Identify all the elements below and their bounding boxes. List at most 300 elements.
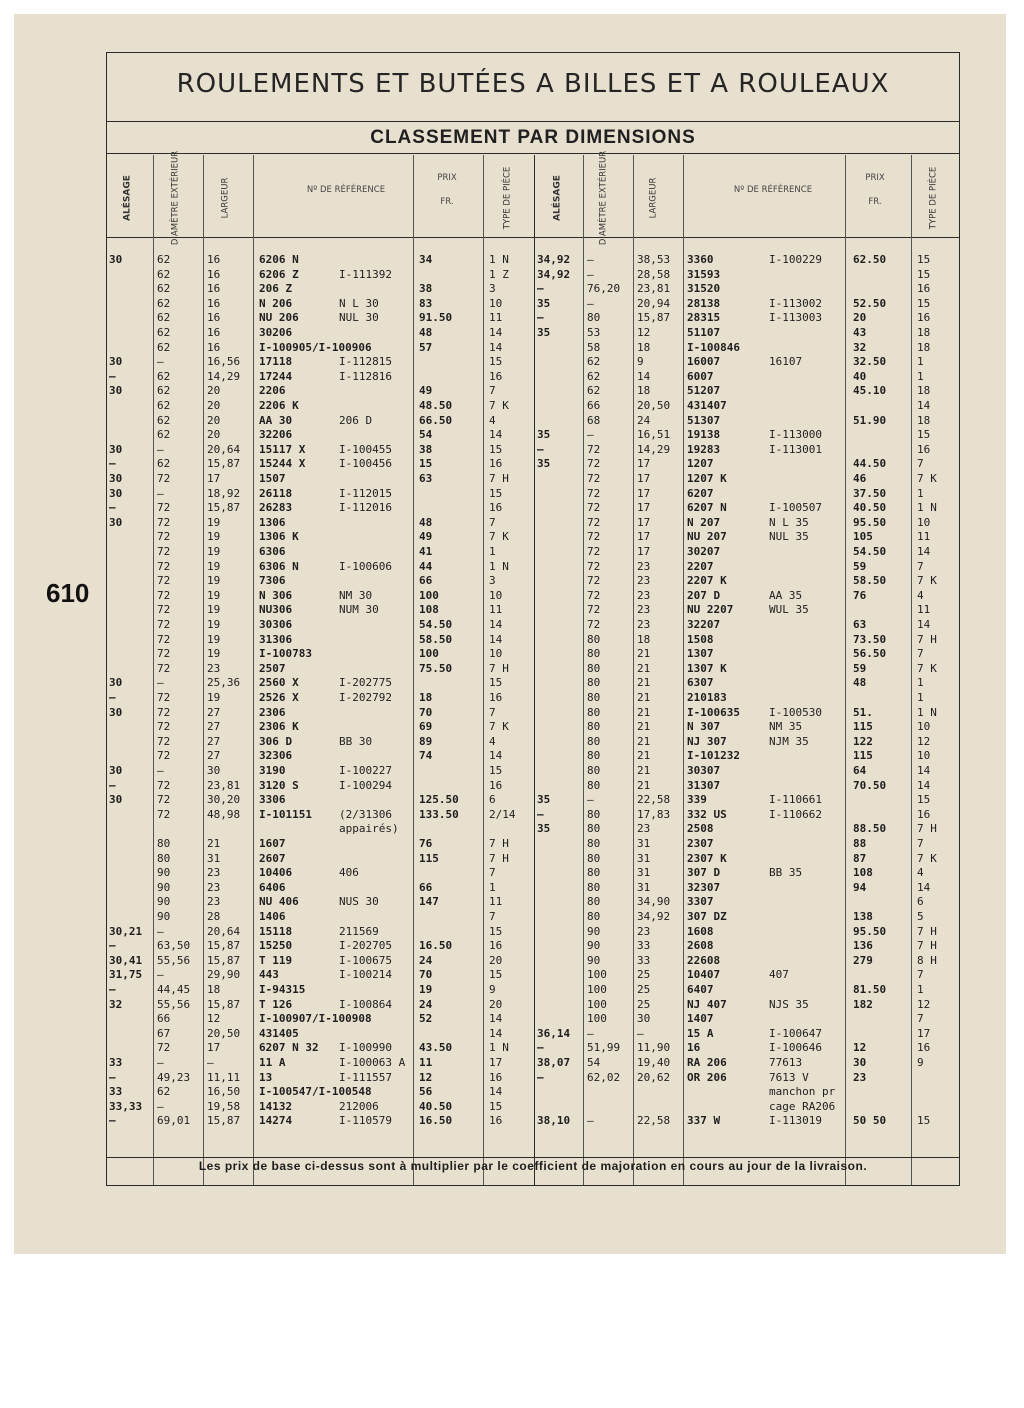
cell-alesage: 33,33: [109, 1099, 143, 1113]
cell-diametre: 55,56: [157, 953, 191, 967]
cell-ref: 31307: [687, 778, 721, 792]
cell-ref: 3307: [687, 895, 714, 909]
cell-type: 10: [489, 588, 503, 602]
header-divider: [107, 237, 959, 238]
cell-largeur: 34,90: [637, 895, 671, 909]
table-row-right: [107, 881, 959, 895]
cell-largeur: 27: [207, 734, 221, 748]
cell-ref2: WUL 35: [769, 603, 809, 617]
cell-type: 7: [489, 384, 496, 398]
footer-divider: [107, 1157, 959, 1158]
cell-largeur: 23: [637, 574, 651, 588]
cell-largeur: 19,40: [637, 1056, 671, 1069]
cell-ref: 6207 N 32: [259, 1041, 319, 1055]
cell-ref: 2607: [259, 851, 286, 865]
cell-largeur: 18: [637, 384, 651, 398]
section-subtitle: CLASSEMENT PAR DIMENSIONS: [370, 127, 696, 148]
cell-ref: 431407: [687, 399, 727, 412]
header-prix-left: PRIX: [437, 173, 457, 183]
cell-ref: 2526 X: [259, 691, 299, 704]
table-row-right: [107, 793, 959, 807]
cell-largeur: 23: [207, 880, 221, 894]
cell-prix: 56: [419, 1085, 433, 1099]
cell-diametre: 90: [587, 953, 601, 967]
cell-ref: 6307: [687, 676, 714, 690]
cell-ref2: I-111557: [339, 1070, 392, 1084]
cell-alesage: —: [537, 807, 544, 821]
cell-alesage: 30: [109, 384, 123, 398]
cell-largeur: 16: [207, 253, 221, 266]
cell-ref: NU 2207: [687, 603, 734, 617]
cell-prix: 49: [419, 384, 433, 398]
cell-diametre: 62: [157, 413, 171, 427]
cell-ref2: I-112815: [339, 355, 392, 369]
table-row-right: [107, 1012, 959, 1026]
cell-diametre: 62: [157, 282, 171, 296]
cell-diametre: 80: [587, 837, 601, 850]
cell-diametre: 72: [587, 574, 601, 588]
cell-prix: 45.10: [853, 384, 887, 398]
cell-diametre: 55,56: [157, 997, 191, 1011]
cell-ref: 14132: [259, 1099, 293, 1113]
cell-largeur: —: [207, 1056, 214, 1069]
cell-largeur: 16: [207, 296, 221, 310]
cell-ref: 307 DZ: [687, 910, 727, 923]
cell-diametre: 80: [587, 866, 601, 880]
cell-largeur: 19: [207, 574, 221, 588]
cell-prix: 100: [419, 647, 439, 661]
cell-diametre: 72: [587, 545, 601, 558]
cell-type: 14: [917, 778, 931, 792]
cell-largeur: 11,11: [207, 1070, 241, 1084]
cell-prix: 52: [419, 1012, 433, 1026]
table-row-right: [107, 253, 959, 267]
cell-largeur: 21: [637, 778, 651, 792]
cell-diametre: 67: [157, 1026, 171, 1040]
subtitle-divider: [107, 153, 959, 154]
cell-prix: 32: [853, 340, 867, 354]
cell-ref: 15244 X: [259, 457, 306, 471]
cell-diametre: 80: [587, 880, 601, 894]
cell-diametre: 62: [157, 267, 171, 281]
cell-ref: 2306 K: [259, 720, 299, 734]
cell-diametre: 72: [587, 442, 601, 456]
cell-prix: 81.50: [853, 983, 887, 996]
cell-ref: 31306: [259, 632, 293, 646]
table-row-right: [107, 603, 959, 617]
cell-largeur: 23,81: [637, 282, 671, 296]
table-row-right: [107, 487, 959, 501]
cell-ref2: BB 35: [769, 866, 803, 880]
cell-ref2: I-100294: [339, 778, 392, 792]
cell-largeur: 23: [637, 603, 651, 617]
cell-ref: 2306: [259, 705, 286, 719]
cell-prix: 115: [853, 749, 873, 763]
cell-ref: 31593: [687, 267, 721, 281]
cell-prix: 76: [419, 837, 433, 850]
cell-largeur: —: [637, 1026, 644, 1040]
cell-prix: 63: [419, 472, 433, 485]
cell-prix: 115: [419, 851, 439, 865]
cell-ref: I-100907/I-100908: [259, 1012, 372, 1026]
cell-diametre: 90: [587, 939, 601, 953]
cell-largeur: 19: [207, 691, 221, 704]
cell-diametre: 62: [157, 253, 171, 266]
cell-type: 8 H: [917, 953, 937, 967]
cell-alesage: —: [537, 311, 544, 325]
table-row-right: [107, 895, 959, 909]
cell-alesage: 35: [537, 296, 551, 310]
cell-ref: 1307 K: [687, 661, 727, 675]
cell-type: 1: [917, 676, 924, 690]
cell-ref: AA 30: [259, 413, 293, 427]
cell-type: 16: [489, 1070, 503, 1084]
table-row-right: [107, 1071, 959, 1085]
cell-ref: OR 206: [687, 1070, 727, 1084]
cell-ref: 3120 S: [259, 778, 299, 792]
cell-alesage: —: [537, 442, 544, 456]
header-alesage-right: ALÉSAGE: [552, 175, 563, 221]
cell-prix: 54: [419, 428, 433, 442]
cell-type: 14: [489, 1085, 503, 1099]
cell-ref: 51107: [687, 326, 721, 339]
cell-alesage: 30: [109, 793, 123, 807]
cell-type: 16: [489, 457, 503, 471]
cell-prix: 23: [853, 1070, 867, 1084]
cell-largeur: 28,58: [637, 267, 671, 281]
cell-diametre: 62: [157, 399, 171, 412]
cell-type: 1 N: [917, 705, 937, 719]
cell-largeur: 21: [637, 734, 651, 748]
cell-type: 15: [489, 764, 503, 777]
cell-prix: 43: [853, 326, 867, 339]
cell-largeur: 17: [637, 530, 651, 544]
cell-diametre: 76,20: [587, 282, 621, 296]
cell-largeur: 23: [637, 924, 651, 938]
cell-diametre: 90: [157, 880, 171, 894]
cell-ref2: I-112015: [339, 486, 392, 500]
cell-ref2: I-100675: [339, 953, 392, 967]
cell-type: 16: [489, 369, 503, 383]
cell-ref2: NUL 35: [769, 530, 809, 544]
table-row-right: [107, 837, 959, 851]
cell-prix: 15: [419, 457, 433, 471]
cell-ref2: N L 35: [769, 515, 809, 529]
table-row-right: [107, 1027, 959, 1041]
cell-ref2: appairés): [339, 822, 399, 836]
cell-largeur: 18: [637, 632, 651, 646]
cell-diametre: 62: [157, 326, 171, 339]
cell-largeur: 38,53: [637, 253, 671, 266]
table-row-right: [107, 676, 959, 690]
cell-ref: T 126: [259, 997, 293, 1011]
cell-type: 15: [917, 793, 931, 807]
cell-diametre: —: [587, 296, 594, 310]
cell-diametre: 80: [587, 647, 601, 661]
cell-diametre: 90: [157, 895, 171, 909]
cell-diametre: 62: [157, 428, 171, 442]
cell-prix: 40.50: [853, 501, 887, 515]
cell-diametre: 80: [587, 705, 601, 719]
cell-diametre: 72: [157, 574, 171, 588]
cell-largeur: 23: [207, 866, 221, 880]
cell-ref: 6406: [259, 880, 286, 894]
cell-ref: 2560 X: [259, 676, 299, 690]
cell-ref: 1207: [687, 457, 714, 471]
cell-diametre: 80: [157, 837, 171, 850]
cell-ref: 337 W: [687, 1114, 721, 1128]
cell-ref: 2508: [687, 822, 714, 836]
cell-ref: 1207 K: [687, 472, 727, 485]
cell-diametre: 80: [587, 778, 601, 792]
table-row-right: [107, 662, 959, 676]
cell-diametre: 62: [587, 369, 601, 383]
cell-alesage: 35: [537, 428, 551, 442]
table-row-right: [107, 1056, 959, 1070]
cell-largeur: 19: [207, 618, 221, 631]
cell-ref: 26283: [259, 501, 293, 515]
cell-largeur: 21: [637, 676, 651, 690]
table-row-right: [107, 501, 959, 515]
cell-ref: 2608: [687, 939, 714, 953]
cell-prix: 58.50: [419, 632, 453, 646]
cell-prix: 24: [419, 997, 433, 1011]
cell-largeur: 19: [207, 559, 221, 573]
cell-type: 9: [917, 1056, 924, 1069]
cell-type: 15: [489, 355, 503, 369]
cell-prix: 87: [853, 851, 867, 865]
cell-diametre: 72: [157, 793, 171, 807]
cell-ref: 6407: [687, 983, 714, 996]
cell-ref: 2507: [259, 661, 286, 675]
cell-type: 11: [489, 603, 503, 617]
cell-ref: NU 207: [687, 530, 727, 544]
cell-type: 16: [489, 1114, 503, 1128]
cell-type: 3: [489, 574, 496, 588]
cell-largeur: 28: [207, 910, 221, 923]
cell-ref: 1607: [259, 837, 286, 850]
cell-prix: 41: [419, 545, 433, 558]
cell-type: 15: [917, 253, 931, 266]
cell-alesage: 36,14: [537, 1026, 571, 1040]
cell-type: 7 K: [917, 851, 937, 865]
cell-alesage: 30,21: [109, 924, 143, 938]
cell-prix: 40.50: [419, 1099, 453, 1113]
cell-diametre: 100: [587, 983, 607, 996]
cell-diametre: —: [587, 1114, 594, 1128]
header-largeur-right: LARGEUR: [648, 177, 659, 219]
cell-largeur: 17: [637, 457, 651, 471]
cell-diametre: 90: [587, 924, 601, 938]
cell-ref2: I-100456: [339, 457, 392, 471]
cell-largeur: 16,51: [637, 428, 671, 442]
cell-largeur: 16: [207, 340, 221, 354]
table-row-right: [107, 968, 959, 982]
cell-ref2: I-100606: [339, 559, 392, 573]
cell-diametre: 72: [587, 501, 601, 515]
catalog-table-frame: [106, 52, 960, 1186]
cell-type: 12: [917, 997, 931, 1011]
cell-alesage: 34,92: [537, 253, 571, 266]
cell-largeur: 27: [207, 705, 221, 719]
cell-ref: 6306: [259, 545, 286, 558]
cell-ref: 443: [259, 968, 279, 982]
cell-diametre: 72: [157, 647, 171, 661]
cell-prix: 100: [419, 588, 439, 602]
cell-ref2: I-110579: [339, 1114, 392, 1128]
cell-diametre: 66: [587, 399, 601, 412]
cell-ref: 6207: [687, 486, 714, 500]
cell-diametre: 66: [157, 1012, 171, 1026]
cell-alesage: 31,75: [109, 968, 143, 982]
cell-diametre: 80: [587, 311, 601, 325]
cell-prix: 49: [419, 530, 433, 544]
cell-alesage: —: [109, 691, 116, 704]
cell-largeur: 15,87: [207, 501, 241, 515]
header-type-left: TYPE DE PIÈCE: [502, 166, 513, 230]
cell-type: 11: [917, 603, 931, 617]
page-title: ROULEMENTS ET BUTÉES A BILLES ET A ROULEAUX: [176, 69, 890, 99]
cell-type: 15: [917, 267, 931, 281]
cell-ref2: I-113003: [769, 311, 822, 325]
cell-ref: 19283: [687, 442, 721, 456]
cell-diametre: 90: [157, 910, 171, 923]
cell-type: 14: [489, 340, 503, 354]
cell-prix: 64: [853, 764, 867, 777]
cell-type: 17: [917, 1026, 931, 1040]
cell-prix: 138: [853, 910, 873, 923]
cell-prix: 88.50: [853, 822, 887, 836]
header-alesage-left: ALÉSAGE: [122, 175, 133, 221]
cell-ref: I-100846: [687, 340, 740, 354]
cell-type: 1: [489, 545, 496, 558]
cell-type: 7 H: [489, 661, 509, 675]
cell-ref2: I-110661: [769, 793, 822, 807]
cell-alesage: 30: [109, 442, 123, 456]
cell-largeur: 29,90: [207, 968, 241, 982]
table-row-right: [107, 560, 959, 574]
cell-diametre: —: [157, 1099, 164, 1113]
cell-prix: 34: [419, 253, 433, 266]
cell-ref2: I-202775: [339, 676, 392, 690]
cell-prix: 24: [419, 953, 433, 967]
cell-alesage: 35: [537, 793, 551, 807]
cell-ref2: NUM 30: [339, 603, 379, 617]
cell-type: 1: [917, 486, 924, 500]
cell-largeur: 17: [207, 472, 221, 485]
cell-prix: 66: [419, 574, 433, 588]
cell-ref: N 307: [687, 720, 721, 734]
cell-type: 7 K: [917, 472, 937, 485]
cell-largeur: 24: [637, 413, 651, 427]
cell-largeur: 23: [637, 618, 651, 631]
cell-ref: 19138: [687, 428, 721, 442]
cell-ref: 2307 K: [687, 851, 727, 865]
cell-diametre: —: [587, 1026, 594, 1040]
cell-diametre: —: [587, 267, 594, 281]
cell-largeur: 31: [637, 880, 651, 894]
cell-type: 4: [489, 413, 496, 427]
cell-type: 16: [917, 807, 931, 821]
cell-prix: 70: [419, 968, 433, 982]
cell-ref2: NJS 35: [769, 997, 809, 1011]
cell-prix: 48: [853, 676, 867, 690]
cell-type: 7 K: [489, 399, 509, 412]
cell-ref: 1508: [687, 632, 714, 646]
table-row-right: [107, 647, 959, 661]
cell-ref: I-100547/I-100548: [259, 1085, 372, 1099]
cell-prix: 40: [853, 369, 867, 383]
cell-type: 7 K: [489, 530, 509, 544]
cell-ref2: manchon pr: [769, 1085, 836, 1099]
cell-ref: 306 D: [259, 734, 293, 748]
cell-ref2: I-113000: [769, 428, 822, 442]
cell-type: 10: [489, 647, 503, 661]
cell-largeur: 23: [207, 895, 221, 909]
cell-prix: 73.50: [853, 632, 887, 646]
cell-ref2: I-110662: [769, 807, 822, 821]
cell-diametre: 80: [587, 895, 601, 909]
cell-ref2: cage RA206: [769, 1099, 836, 1113]
cell-largeur: 25,36: [207, 676, 241, 690]
cell-ref: N 206: [259, 296, 293, 310]
cell-diametre: —: [157, 924, 164, 938]
cell-largeur: 20,64: [207, 924, 241, 938]
cell-largeur: 31: [207, 851, 221, 865]
cell-type: 18: [917, 413, 931, 427]
cell-ref: 3306: [259, 793, 286, 807]
table-row-right: [107, 268, 959, 282]
cell-type: 16: [917, 282, 931, 296]
cell-prix: 122: [853, 734, 873, 748]
cell-largeur: 31: [637, 851, 651, 865]
cell-prix: 46: [853, 472, 867, 485]
cell-largeur: 25: [637, 968, 651, 982]
cell-ref2: 16107: [769, 355, 803, 369]
cell-type: 10: [489, 296, 503, 310]
cell-ref: 28315: [687, 311, 721, 325]
cell-ref2: AA 35: [769, 588, 803, 602]
cell-diametre: 72: [157, 705, 171, 719]
cell-alesage: 32: [109, 997, 123, 1011]
cell-alesage: —: [109, 939, 116, 953]
cell-ref2: I-100063 A: [339, 1056, 406, 1069]
cell-type: 15: [489, 486, 503, 500]
table-row-right: [107, 311, 959, 325]
cell-ref: 16007: [687, 355, 721, 369]
cell-prix: 75.50: [419, 661, 453, 675]
cell-alesage: —: [109, 983, 116, 996]
cell-prix: 58.50: [853, 574, 887, 588]
cell-prix: 48: [419, 515, 433, 529]
cell-diametre: 80: [587, 807, 601, 821]
cell-ref: 30307: [687, 764, 721, 777]
cell-ref2: NUL 30: [339, 311, 379, 325]
cell-largeur: 27: [207, 720, 221, 734]
cell-prix: 91.50: [419, 311, 453, 325]
cell-type: 11: [489, 895, 503, 909]
cell-largeur: 20: [207, 384, 221, 398]
cell-ref: 26118: [259, 486, 293, 500]
cell-ref: 22608: [687, 953, 721, 967]
table-row-right: [107, 443, 959, 457]
cell-ref: 13: [259, 1070, 273, 1084]
cell-prix: 95.50: [853, 515, 887, 529]
cell-type: 20: [489, 997, 503, 1011]
cell-largeur: 16: [207, 282, 221, 296]
cell-type: 12: [917, 734, 931, 748]
cell-type: 14: [489, 1012, 503, 1026]
